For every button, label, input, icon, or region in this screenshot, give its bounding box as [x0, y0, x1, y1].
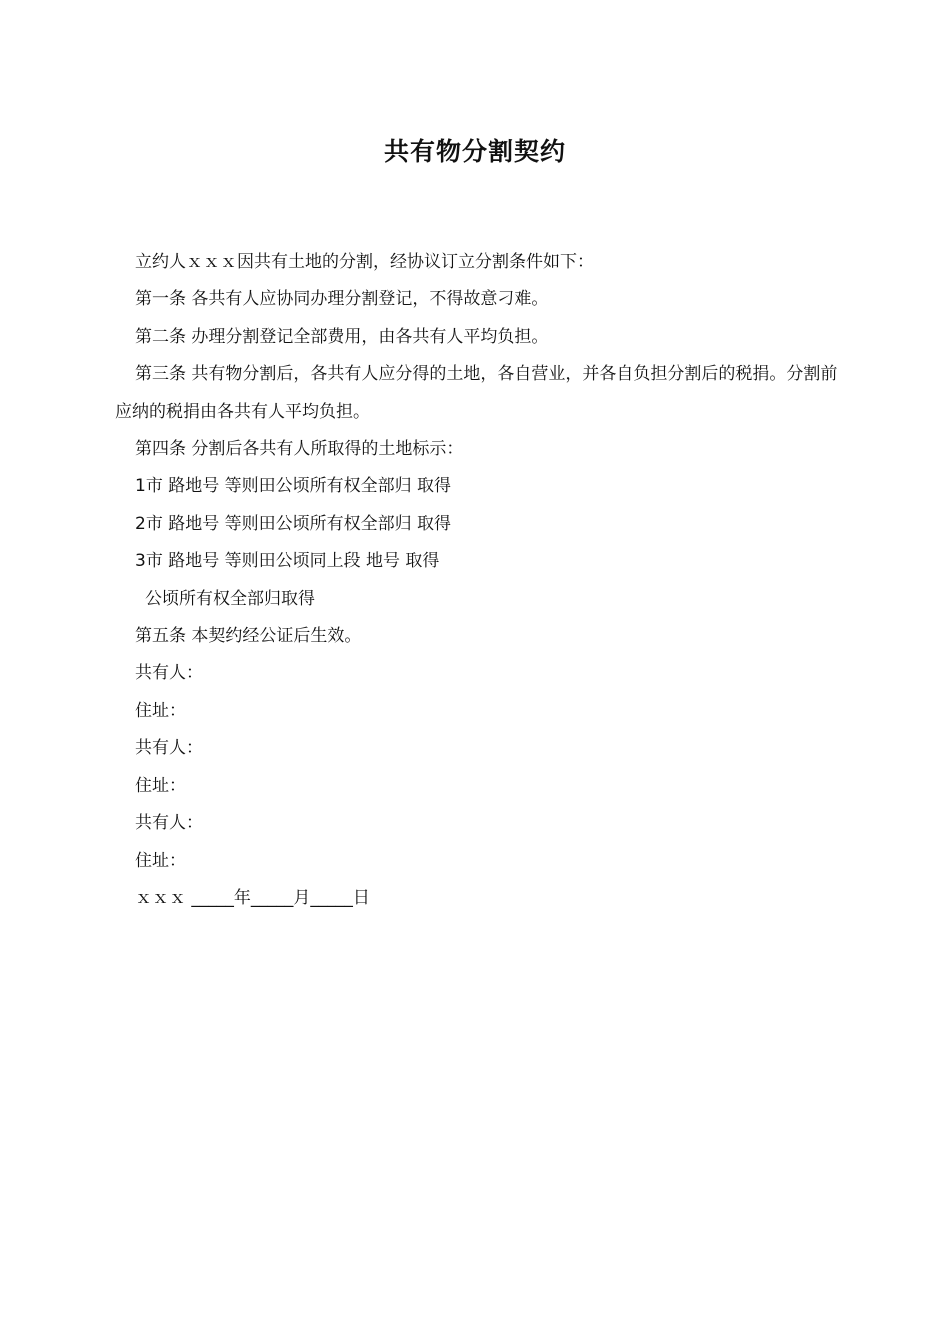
co-owner-3-label: 共有人：: [135, 813, 203, 834]
article-5: 第五条 本契约经公证后生效。: [135, 626, 362, 647]
address-3-label: 住址：: [135, 850, 186, 871]
date-line: ｘｘｘ _____年_____月_____日: [135, 887, 370, 908]
article-3: 第三条 共有物分割后，各共有人应分得的土地，各自营业，并各自负担分割后的税捐。分割前应纳的税捐由各共有人平均负担。: [115, 364, 838, 422]
article-1: 第一条 各共有人应协同办理分割登记，不得故意刁难。: [135, 289, 549, 310]
co-owner-2-label: 共有人：: [135, 738, 203, 759]
land-item-3: 3市 路地号 等则田公顷同上段 地号 取得: [135, 551, 440, 572]
preamble-line: 立约人ｘｘｘ因共有土地的分割，经协议订立分割条件如下：: [135, 252, 594, 272]
address-2-label: 住址：: [135, 775, 186, 796]
document-body: [115, 244, 840, 917]
land-item-3-continued: 公顷所有权全部归取得: [145, 588, 315, 609]
article-2: 第二条 办理分割登记全部费用，由各共有人平均负担。: [135, 326, 549, 347]
address-1-label: 住址：: [135, 700, 186, 721]
land-item-1: 1市 路地号 等则田公顷所有权全部归 取得: [135, 476, 452, 497]
document-title: 共有物分割契约: [383, 137, 566, 166]
article-4: 第四条 分割后各共有人所取得的土地标示：: [135, 439, 464, 460]
co-owner-1-label: 共有人：: [135, 663, 203, 684]
land-item-2: 2市 路地号 等则田公顷所有权全部归 取得: [135, 513, 452, 534]
